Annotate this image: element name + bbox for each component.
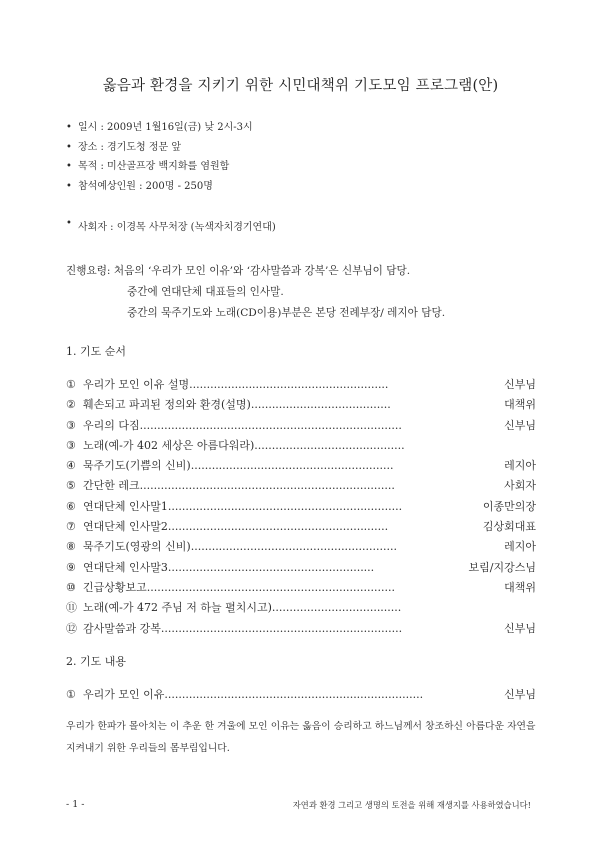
procedure-line: 중간의 묵주기도와 노래(CD이용)부분은 본당 전례부장/ 레지아 담당. bbox=[127, 307, 446, 319]
order-leader: 신부님 bbox=[504, 621, 536, 635]
page-number: - 1 - bbox=[66, 799, 85, 810]
order-item: ⑫ 감사말씀과 강복..................................................................... 신부님 bbox=[66, 619, 536, 639]
procedure-line: 중간에 연대단체 대표들의 인사말. bbox=[127, 286, 284, 298]
order-leader: 이종만의장 bbox=[482, 499, 536, 513]
section-heading-content: 2. 기도 내용 bbox=[66, 655, 126, 668]
order-leader: 신부님 bbox=[504, 378, 536, 391]
order-leader: 레지아 bbox=[504, 540, 536, 554]
footer-slogan: 자연과 환경 그리고 생명의 토전을 위해 재생지를 사용하였습니다! bbox=[292, 800, 531, 810]
order-leader: 레지아 bbox=[504, 459, 536, 473]
order-item: ⑦ 연대단체 인사말2............................................................... 김상회대표 bbox=[66, 517, 536, 537]
info-date: • 일시 : 2009년 1월16일(금) 낮 2시-3시 bbox=[66, 118, 253, 138]
bullet-icon: • bbox=[66, 122, 72, 133]
content-paragraph: 우리가 한파가 몰아치는 이 추운 한 겨울에 모인 이유는 옳음이 승리하고 하느님께서 창조하신 아름다운 자연을 지켜내기 위한 우리들의 몸부림입니다. bbox=[66, 721, 536, 754]
event-info-list bbox=[66, 118, 253, 196]
order-leader: 보림/지강스님 bbox=[468, 560, 536, 574]
order-item: ③ 노래(예-가 402 세상은 아름다워라)........................................... bbox=[66, 438, 405, 452]
info-purpose: • 목적 : 미산골프장 백지화를 염원함 bbox=[66, 157, 253, 177]
order-leader: 대책위 bbox=[504, 398, 536, 412]
bullet-icon: • bbox=[66, 141, 72, 153]
order-leader: 신부님 bbox=[504, 418, 536, 432]
order-item: ⑪ 노래(예-가 472 주님 저 하늘 펼치시고)..................................... bbox=[66, 601, 402, 615]
order-leader: 김상회대표 bbox=[482, 520, 536, 534]
document-title: 옳음과 환경을 지키기 위한 시민대책위 기도모임 프로그램(안) bbox=[102, 78, 499, 94]
prayer-order-list bbox=[66, 375, 536, 639]
order-leader: 사회자 bbox=[504, 479, 536, 493]
order-item: ③ 우리의 다짐........................................................................... 신부님 bbox=[66, 416, 536, 436]
bullet-icon: • bbox=[66, 161, 72, 172]
procedure-line: 진행요령: 처음의 ‘우리가 모인 이유’와 ‘감사말씀과 강복’은 신부님이 담당. bbox=[66, 265, 411, 277]
content-item: ① 우리가 모인 이유.......................................................................... 신부님 bbox=[66, 685, 536, 705]
order-leader: 대책위 bbox=[504, 580, 536, 594]
content-leader: 신부님 bbox=[504, 688, 536, 701]
order-item: ⑤ 간단한 레크......................................................................... 사회자 bbox=[66, 476, 536, 496]
order-item: ① 우리가 모인 이유 설명......................................................... 신부님 bbox=[66, 375, 536, 395]
procedure-block bbox=[66, 261, 445, 324]
order-item: ⑥ 연대단체 인사말1................................................................... 이종만의장 bbox=[66, 497, 536, 517]
info-host: • 사회자 : 이경목 사무처장 (녹색자치경기연대) bbox=[66, 218, 276, 233]
bullet-icon: • bbox=[66, 180, 72, 192]
order-item: ⑧ 묵주기도(영광의 신비)........................................................... 레지아 bbox=[66, 537, 536, 557]
order-item: ⑨ 연대단체 인사말3........................................................... 보림/지강스님 bbox=[66, 558, 536, 578]
info-attendance: • 참석예상인원 : 200명 - 250명 bbox=[66, 177, 253, 197]
info-place: • 장소 : 경기도청 정문 앞 bbox=[66, 138, 253, 158]
order-item: ② 훼손되고 파괴된 정의와 환경(설명)........................................ 대책위 bbox=[66, 395, 536, 415]
order-item: ⑩ 긴급상황보고....................................................................... 대책위 bbox=[66, 578, 536, 598]
section-heading-order: 1. 기도 순서 bbox=[66, 345, 126, 358]
bullet-icon: • bbox=[66, 218, 72, 229]
order-item: ④ 묵주기도(기쁨의 신비).......................................................... 레지아 bbox=[66, 456, 536, 476]
